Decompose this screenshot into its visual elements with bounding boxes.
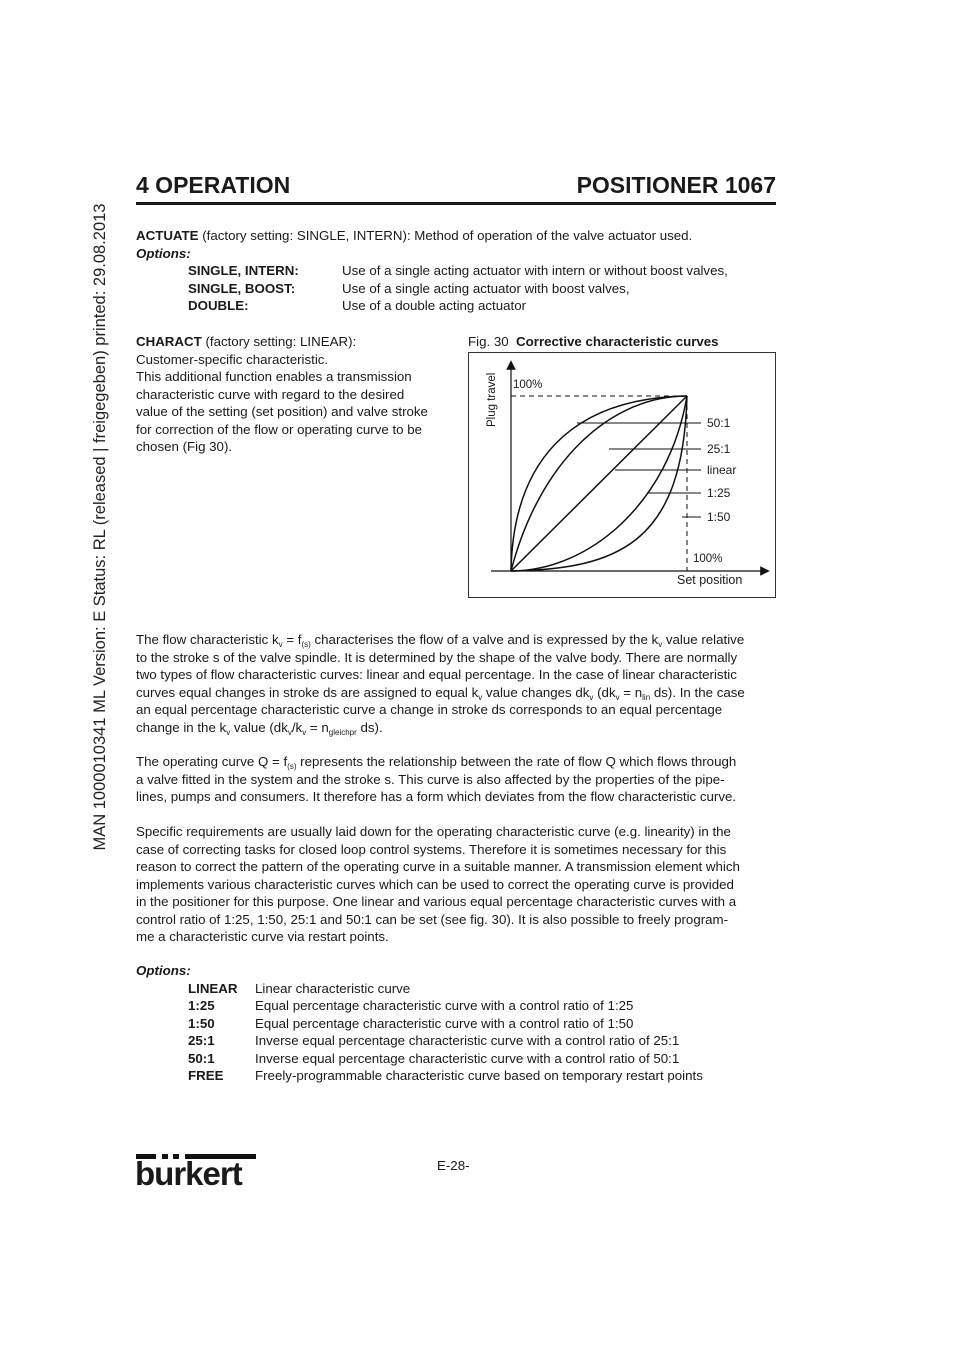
subscript: v bbox=[615, 692, 620, 702]
charact-desc: (factory setting: LINEAR): bbox=[201, 334, 357, 349]
charact-section bbox=[136, 333, 456, 456]
paragraph-line: an equal percentage characteristic curve a change in stroke ds corresponds to an equal percentage bbox=[136, 702, 723, 717]
option-text: Linear characteristic curve bbox=[255, 980, 411, 996]
charact-line: This additional function enables a transmission bbox=[136, 369, 412, 384]
actuate-options-label: Options: bbox=[136, 245, 191, 261]
subscript: lin bbox=[642, 692, 651, 702]
charact-option bbox=[136, 997, 781, 1015]
header-rule bbox=[136, 202, 776, 205]
option-text: Equal percentage characteristic curve with a control ratio of 1:50 bbox=[255, 1015, 634, 1031]
option-label: FREE bbox=[188, 1068, 224, 1083]
figure-caption bbox=[468, 333, 778, 351]
option-label: 1:25 bbox=[188, 998, 215, 1013]
subscript: (s) bbox=[301, 640, 311, 649]
subscript: v bbox=[478, 692, 483, 702]
paragraph-line: a valve fitted in the system and the stroke s. This curve is also affected by the properties of the pipe- bbox=[136, 771, 725, 787]
option-label: LINEAR bbox=[188, 980, 238, 996]
right-percent-label: 100% bbox=[693, 553, 723, 565]
paragraph-line: in the positioner for this purpose. One linear and various equal percentage characteristic curves with a bbox=[136, 894, 737, 909]
option-text: Use of a single acting actuator with intern or without boost valves, bbox=[342, 263, 728, 278]
subscript: v bbox=[278, 640, 283, 649]
product-title: POSITIONER 1067 bbox=[576, 172, 776, 198]
paragraph-line: control ratio of 1:25, 1:50, 25:1 and 50:1 can be set (see fig. 30). It is also possible to freely program- bbox=[136, 911, 729, 927]
option-text: Use of a single acting actuator with boost valves, bbox=[342, 280, 630, 296]
curve-label-25-1: 25:1 bbox=[707, 442, 731, 456]
operating-curve-paragraph bbox=[136, 753, 781, 806]
paragraph-line: two types of flow characteristic curves: linear and equal percentage. In the case of linear characteristic bbox=[136, 667, 737, 682]
option-text: Freely-programmable characteristic curve based on temporary restart points bbox=[255, 1068, 703, 1083]
subscript: gleichpr bbox=[328, 727, 357, 737]
charact-line: for correction of the flow or operating curve to be bbox=[136, 421, 423, 437]
page-number: E-28- bbox=[437, 1158, 470, 1173]
option-label: 1:50 bbox=[188, 1015, 215, 1031]
actuate-section bbox=[136, 227, 776, 315]
actuate-option bbox=[136, 297, 776, 315]
option-label: 50:1 bbox=[188, 1050, 215, 1066]
option-label: 25:1 bbox=[188, 1033, 215, 1048]
charact-line: Customer-specific characteristic. bbox=[136, 351, 329, 367]
paragraph-line: implements various characteristic curves which can be used to correct the operating curve is provided bbox=[136, 876, 734, 892]
brand-name: burkert bbox=[135, 1155, 242, 1192]
paragraph-line: curves equal changes in stroke ds are assigned to equal $k_v$ value changes $dk_v$ ($dk_v = n_{lin}$ ds). In the case bbox=[136, 684, 745, 702]
subscript: v bbox=[589, 692, 594, 702]
curve-label-50-1: 50:1 bbox=[707, 416, 731, 430]
actuate-desc: (factory setting: SINGLE, INTERN): Method of operation of the valve actuator used. bbox=[198, 228, 693, 243]
paragraph-line: reason to correct the pattern of the operating curve in a suitable manner. A transmission element which bbox=[136, 859, 740, 874]
paragraph-line: The flow characteristic $k_v = f_{(s)}$ characterises the flow of a valve and is expressed by the $k_v$ value relative bbox=[136, 632, 745, 649]
subscript: v bbox=[287, 727, 292, 737]
top-percent-label: 100% bbox=[513, 379, 543, 391]
option-label: DOUBLE: bbox=[188, 298, 249, 313]
flow-characteristic-paragraph bbox=[136, 631, 781, 736]
paragraph-line: change in the $k_v$ value ($dk_v/k_v = n_{gleichpr}$ ds). bbox=[136, 719, 383, 737]
subscript: v bbox=[226, 727, 231, 737]
actuate-name: ACTUATE bbox=[136, 228, 199, 243]
charact-option bbox=[136, 1050, 781, 1068]
charact-option bbox=[136, 1015, 781, 1033]
curve-label-linear: linear bbox=[707, 463, 737, 477]
paragraph-line: The operating curve $Q = f_{(s)}$ represents the relationship between the rate of flow Q which flows through bbox=[136, 754, 737, 771]
paragraph-line: Specific requirements are usually laid down for the operating characteristic curve (e.g. linearity) in the bbox=[136, 824, 731, 839]
y-axis-label: Plug travel bbox=[486, 372, 498, 427]
paragraph-line: case of correcting tasks for closed loop control systems. Therefore it is sometimes necessary for this bbox=[136, 841, 727, 857]
charact-option bbox=[136, 1032, 781, 1050]
option-text: Inverse equal percentage characteristic curve with a control ratio of 25:1 bbox=[255, 1033, 680, 1048]
option-label: SINGLE, INTERN: bbox=[188, 263, 299, 278]
characteristic-curves-figure bbox=[468, 352, 776, 598]
charact-line: value of the setting (set position) and valve stroke bbox=[136, 404, 428, 419]
actuate-option bbox=[136, 262, 776, 280]
curve-label-1-25: 1:25 bbox=[707, 486, 731, 500]
curve-linear bbox=[511, 396, 687, 571]
charact-option bbox=[136, 980, 781, 998]
charact-line: characteristic curve with regard to the desired bbox=[136, 386, 405, 402]
paragraph-line: lines, pumps and consumers. It therefore has a form which deviates from the flow characteristic curve. bbox=[136, 789, 737, 804]
paragraph-line: me a characteristic curve via restart points. bbox=[136, 929, 389, 944]
subscript: v bbox=[658, 640, 663, 649]
requirements-paragraph bbox=[136, 823, 781, 946]
paragraph-line: to the stroke s of the valve spindle. It is determined by the shape of the valve body. There are normally bbox=[136, 649, 738, 665]
charact-line: chosen (Fig 30). bbox=[136, 439, 233, 454]
charact-name: CHARACT bbox=[136, 334, 202, 349]
subscript: (s) bbox=[287, 762, 297, 771]
charact-option bbox=[136, 1067, 781, 1085]
actuate-option bbox=[136, 280, 776, 298]
option-text: Use of a double acting actuator bbox=[342, 298, 527, 313]
figure-number: Fig. 30 bbox=[468, 334, 509, 349]
figure-title: Corrective characteristic curves bbox=[516, 334, 719, 349]
charact-options-section bbox=[136, 962, 781, 1085]
burkert-logo bbox=[136, 1153, 256, 1191]
curve-label-1-50: 1:50 bbox=[707, 510, 731, 524]
charact-options-label: Options: bbox=[136, 963, 191, 978]
option-label: SINGLE, BOOST: bbox=[188, 280, 296, 296]
subscript: v bbox=[302, 727, 307, 737]
x-axis-label: Set position bbox=[677, 573, 743, 587]
section-title: 4 OPERATION bbox=[136, 172, 291, 198]
document-status-sidebar: MAN 1000010341 ML Version: E Status: RL (released | freigegeben) printed: 29.08.2013 bbox=[91, 203, 109, 851]
option-text: Inverse equal percentage characteristic curve with a control ratio of 50:1 bbox=[255, 1050, 680, 1066]
option-text: Equal percentage characteristic curve with a control ratio of 1:25 bbox=[255, 998, 634, 1013]
